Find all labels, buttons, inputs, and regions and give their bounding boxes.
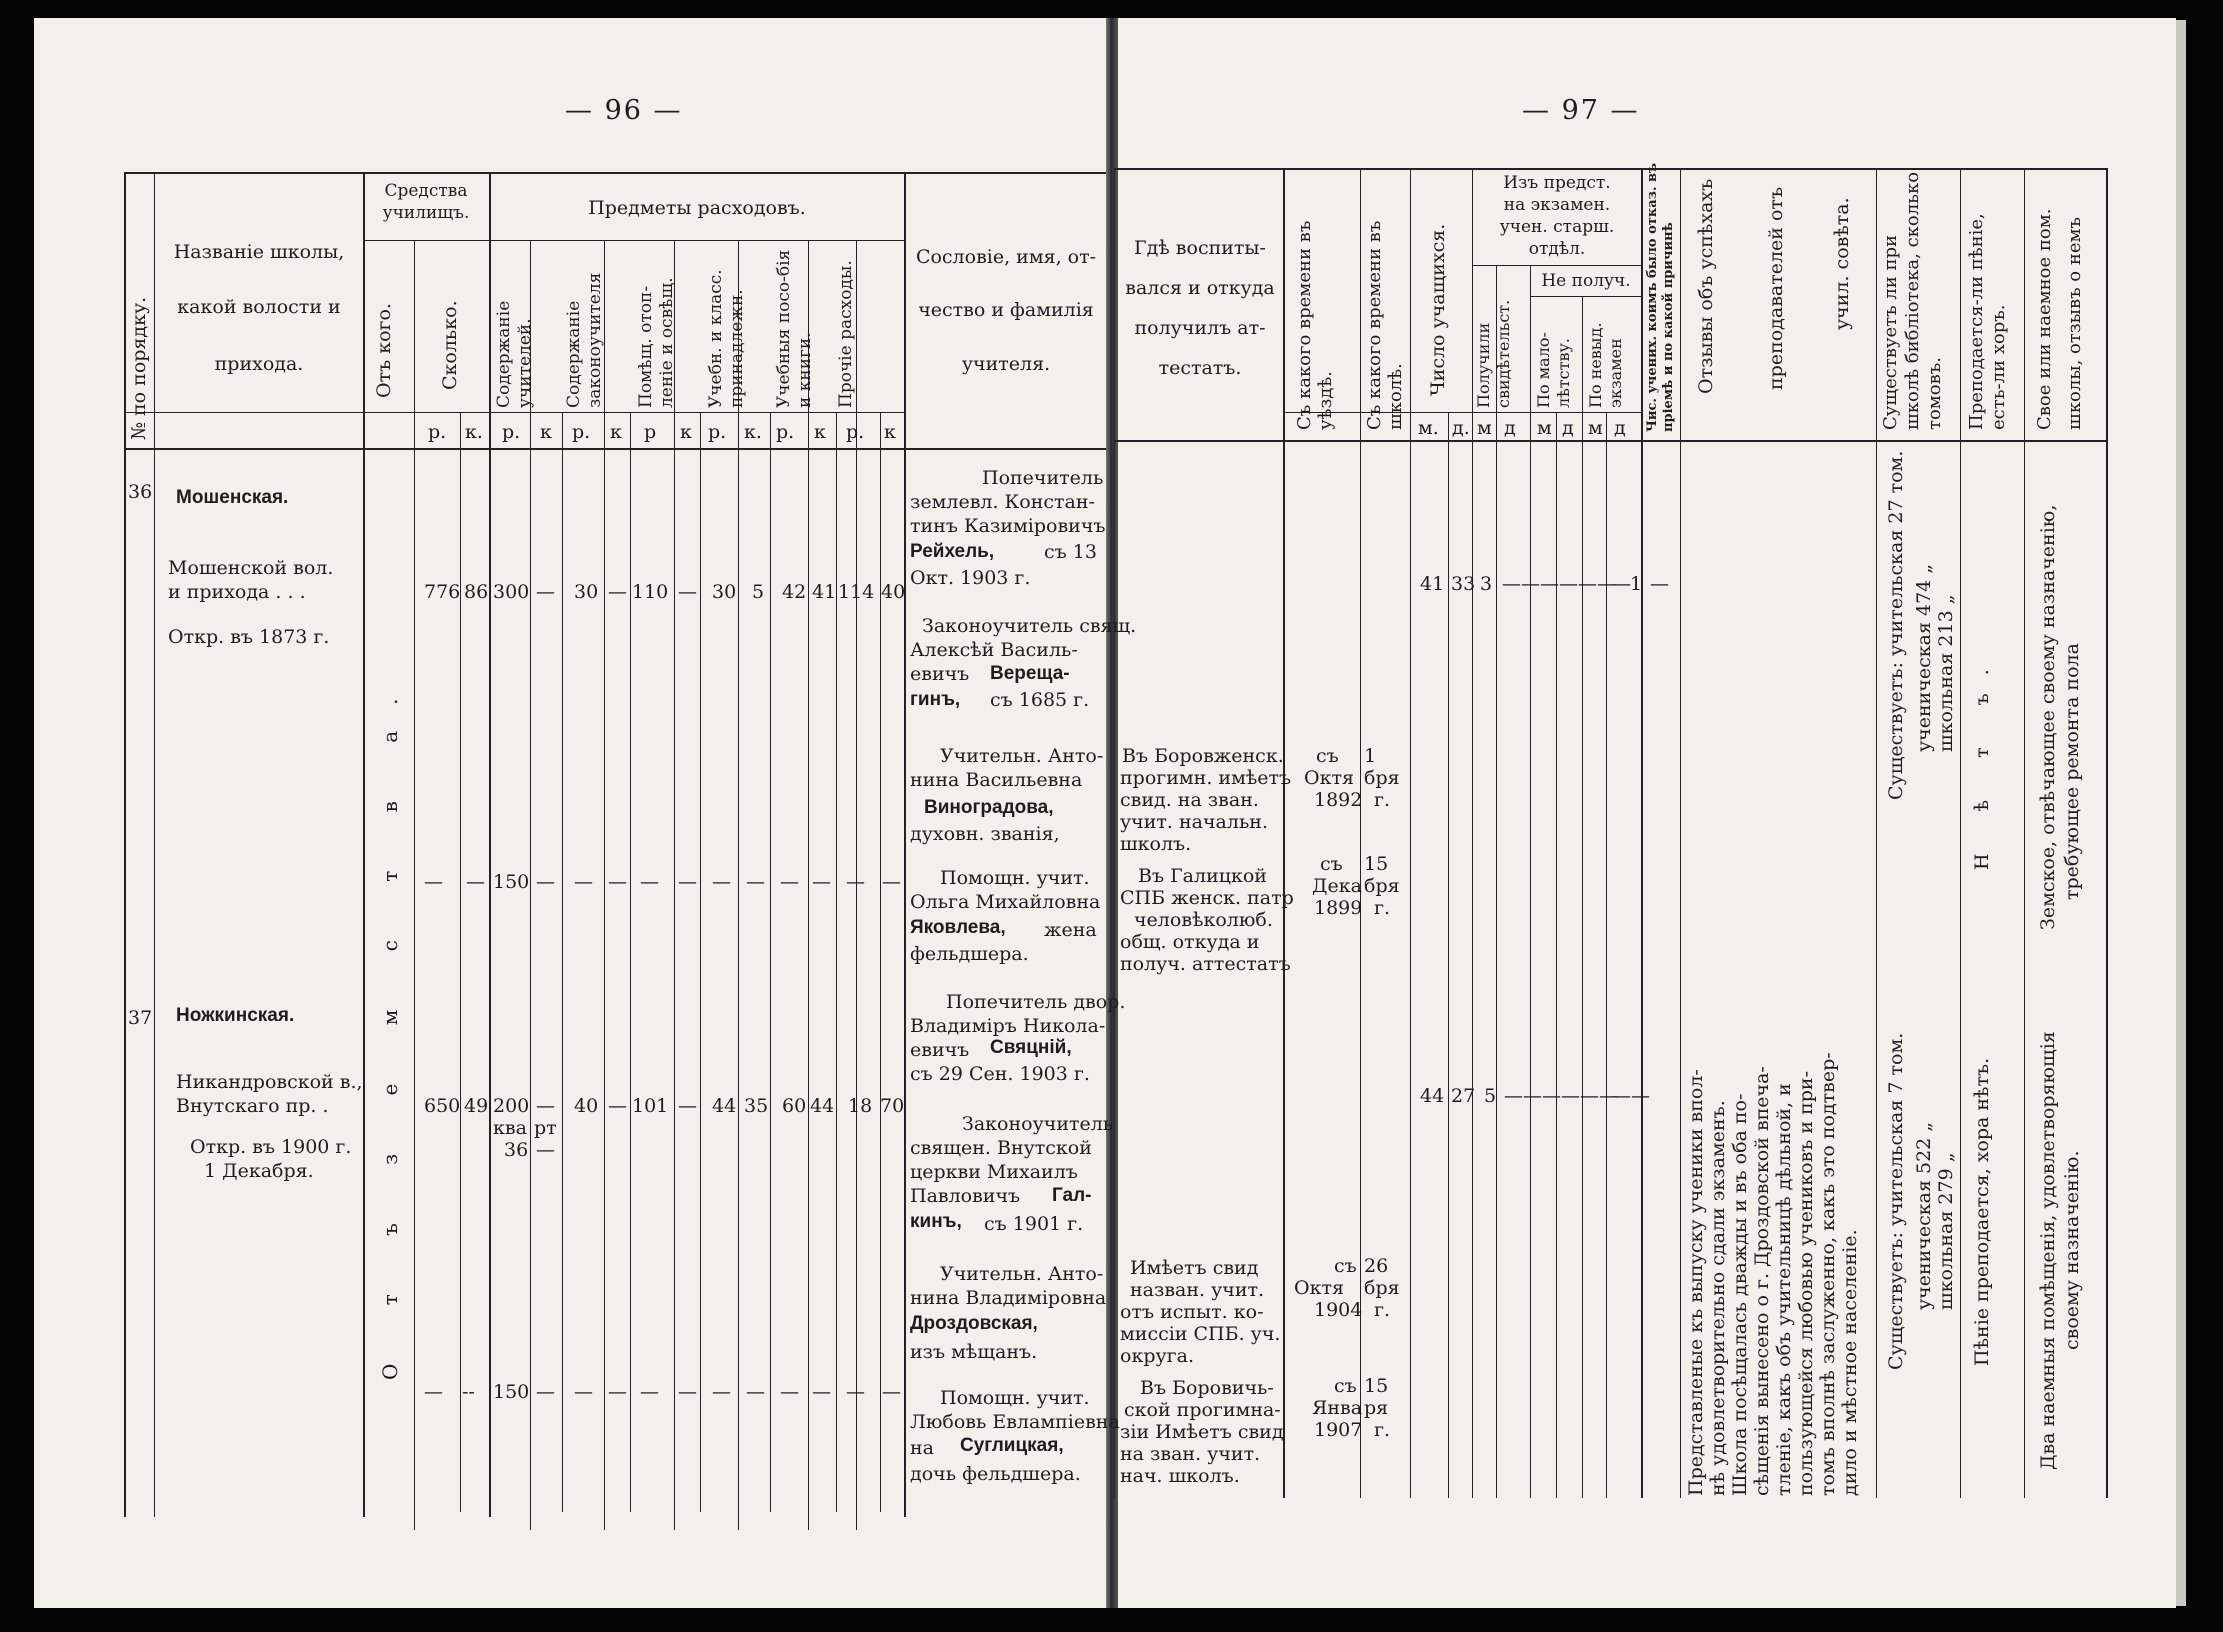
opened: Откр. въ 1873 г. xyxy=(168,626,330,648)
header-teacher-1: Сословіе, имя, от- xyxy=(915,246,1097,268)
header-reviews-1: Отзывы объ успѣхахъ xyxy=(1695,178,1717,394)
header-since-district: Съ какого времени въ уѣздѣ. xyxy=(1294,220,1336,430)
header-exp-books: Учебн. и класс. принадлежн. xyxy=(706,269,747,408)
header-premises: Свое или наемное пом. школы, отзывъ о немъ xyxy=(2034,208,2085,430)
header-refused: Чис. учених. коимъ было отказ. въ пріемѣ и по какой причинѣ xyxy=(1645,163,1676,432)
header-exam-1: Изъ предст. xyxy=(1503,173,1611,193)
header-got-cert: Получили свидѣтельст. xyxy=(1474,299,1513,408)
header-no-show: По невыд. экзамен xyxy=(1586,322,1625,408)
header-edu-2: вался и откуда xyxy=(1125,277,1275,299)
page-number-right: — 97 — xyxy=(1522,95,1640,126)
header-funds: Средства училищъ. xyxy=(382,181,470,223)
header-exp-aids: Учебныя посо-бія и книги. xyxy=(774,249,815,408)
header-pupils: Число учащихся. xyxy=(1427,223,1449,396)
row-number: 37 xyxy=(128,1007,153,1029)
header-exp-teachers: Содержаніе учителей. xyxy=(494,300,535,408)
parish-2: Внутскаго пр. . xyxy=(176,1095,329,1117)
header-exam-3: учен. старш. xyxy=(1499,217,1615,237)
book-spine xyxy=(1106,18,1118,1608)
header-singing: Преподается-ли пѣніе, есть-ли хоръ. xyxy=(1966,213,2009,430)
opened-1: Откр. въ 1900 г. xyxy=(190,1136,352,1158)
parish-1: Никандровской в., xyxy=(176,1071,363,1093)
header-minor: По мало-лѣтству. xyxy=(1534,332,1573,408)
parish-2: и прихода . . . xyxy=(168,581,306,603)
page-edge xyxy=(2176,20,2186,1606)
header-from-whom: Отъ кого. xyxy=(373,303,395,398)
header-no: № по порядку. xyxy=(128,296,150,440)
header-school-1: Названіе школы, xyxy=(173,241,345,263)
header-school-2: какой волости и xyxy=(177,296,341,318)
header-expenses: Предметы расходовъ. xyxy=(588,197,806,219)
parish-1: Мошенской вол. xyxy=(168,557,334,579)
opened-2: 1 Декабря. xyxy=(204,1160,314,1182)
header-how-much: Сколько. xyxy=(439,300,461,390)
header-reviews-2: преподавателей отъ xyxy=(1765,186,1787,390)
header-edu-4: тестатъ. xyxy=(1158,357,1242,379)
header-since-school: Съ какого времени въ школѣ. xyxy=(1364,220,1406,430)
header-edu-1: Гдѣ воспиты- xyxy=(1134,237,1266,259)
page-number-left: — 96 — xyxy=(565,95,683,126)
funds-source: О т ъ з е м с т в а. xyxy=(378,672,402,1380)
header-exam-4: отдѣл. xyxy=(1528,239,1586,259)
header-school-3: прихода. xyxy=(214,353,304,375)
header-exp-other: Прочіе расходы. xyxy=(836,260,856,408)
header-exam-2: на экзамен. xyxy=(1503,195,1611,215)
header-library: Существуетъ ли при школѣ библіотека, сколько томовъ. xyxy=(1880,171,1945,430)
header-teacher-3: учителя. xyxy=(961,353,1051,375)
row-number: 36 xyxy=(128,481,153,503)
header-reviews-3: учил. совѣта. xyxy=(1831,197,1853,330)
header-exp-premises: Помѣщ. отоп-леніе и освѣщ. xyxy=(636,277,677,408)
header-exp-law: Содержаніе законоучителя xyxy=(564,272,605,408)
school-name: Мошенская. xyxy=(176,487,289,508)
header-teacher-2: чество и фамилія xyxy=(918,299,1094,321)
header-edu-3: получилъ ат- xyxy=(1134,317,1266,339)
school-name: Ножкинская. xyxy=(176,1005,295,1026)
header-not-got: Не получ. xyxy=(1541,271,1631,291)
